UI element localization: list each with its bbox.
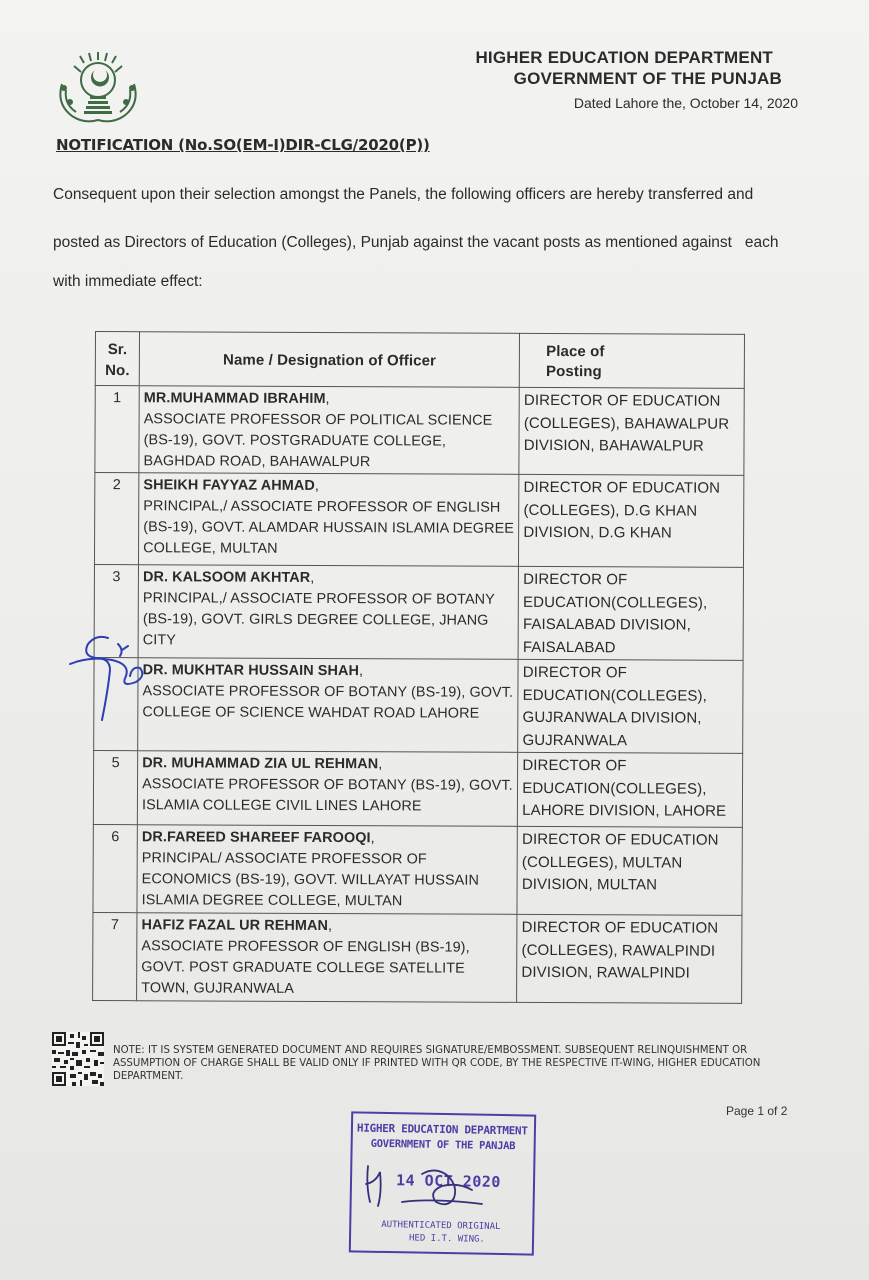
table-row <box>94 657 743 753</box>
sr-number: 2 <box>94 473 138 565</box>
sr-number: 7 <box>93 912 137 1000</box>
officer-designation: ASSOCIATE PROFESSOR OF BOTANY (BS-19), GOVT. COLLEGE OF SCIENCE WAHDAT ROAD LAHORE <box>142 683 514 722</box>
header-no-label: No. <box>105 361 130 379</box>
sr-number: 5 <box>93 750 137 824</box>
posting-place: DIRECTOR OF EDUCATION(COLLEGES), GUJRANWALA DIVISION, GUJRANWALA <box>518 659 743 753</box>
officer-cell <box>137 913 518 1003</box>
punjab-emblem-icon <box>50 44 146 126</box>
stamp-it-wing: HED I.T. WING. <box>408 1233 485 1245</box>
officer-designation: PRINCIPAL,/ ASSOCIATE PROFESSOR OF BOTANY (BS-19), GOVT. GIRLS DEGREE COLLEGE, JHANG CITY <box>142 590 495 649</box>
header-department: HIGHER EDUCATION DEPARTMENT <box>475 48 773 67</box>
header-date: Dated Lahore the, October 14, 2020 <box>573 95 798 111</box>
officer-name-suffix: , <box>378 756 383 773</box>
officer-cell <box>137 825 518 915</box>
sr-number: 6 <box>93 824 137 912</box>
officer-designation: PRINCIPAL/ ASSOCIATE PROFESSOR OF ECONOMICS (BS-19), GOVT. WILLAYAT HUSSAIN ISLAMIA DEGREE COLLEGE, MULTAN <box>141 850 480 910</box>
system-generated-note: NOTE: IT IS SYSTEM GENERATED DOCUMENT AND REQUIRES SIGNATURE/EMBOSSMENT. SUBSEQUENT RELINQUISHMENT OR ASSUMPTION OF CHARGE SHALL BE VALID ONLY IF PRINTED WITH QR CODE, BY THE RESPECTIVE IT-WING, HIGHER EDUCATION DEPARTMENT. <box>113 1045 761 1082</box>
officer-name: DR. KALSOOM AKHTAR <box>142 569 311 586</box>
header-name-designation: Name / Designation of Officer <box>139 332 519 388</box>
body-text-line-1: Consequent upon their selection amongst the Panels, the following officers are hereby transferred and <box>53 186 754 203</box>
officer-name-suffix: , <box>370 830 375 847</box>
officer-name: MR.MUHAMMAD IBRAHIM <box>143 390 326 408</box>
notification-number: NOTIFICATION (No.SO(EM-I)DIR-CLG/2020(P)) <box>56 136 430 154</box>
department-header <box>475 47 798 111</box>
stamp-government: GOVERNMENT OF THE PANJAB <box>370 1137 516 1153</box>
officer-name: SHEIKH FAYYAZ AHMAD <box>143 477 315 494</box>
officer-name: DR.FAREED SHAREEF FAROOQI <box>141 829 371 847</box>
officer-name-suffix: , <box>314 477 319 494</box>
officer-name: DR. MUHAMMAD ZIA UL REHMAN <box>142 755 379 773</box>
signature-scribble-icon <box>60 630 156 730</box>
officer-name: DR. MUKHTAR HUSSAIN SHAH <box>142 662 360 680</box>
posting-place: DIRECTOR OF EDUCATION(COLLEGES), FAISALABAD DIVISION, FAISALABAD <box>518 566 743 660</box>
body-text-line-2: posted as Directors of Education (Colleges), Punjab against the vacant posts as mentioned against each <box>53 234 779 251</box>
officer-cell <box>139 386 520 475</box>
body-text-line-3: with immediate effect: <box>53 273 203 290</box>
table-row <box>95 386 744 476</box>
officer-cell <box>138 658 519 753</box>
qr-code-icon <box>52 1032 104 1086</box>
table-row <box>93 750 742 827</box>
officer-designation: ASSOCIATE PROFESSOR OF ENGLISH (BS-19), GOVT. POST GRADUATE COLLEGE SATELLITE TOWN, GUJRANWALA <box>141 938 470 997</box>
officer-cell <box>138 565 519 660</box>
table-header-row <box>95 332 744 389</box>
officer-name-suffix: , <box>325 391 330 408</box>
posting-place: DIRECTOR OF EDUCATION (COLLEGES), RAWALPINDI DIVISION, RAWALPINDI <box>517 914 742 1003</box>
page-number: Page 1 of 2 <box>726 1104 788 1118</box>
officer-name: HAFIZ FAZAL UR REHMAN <box>141 917 329 935</box>
officer-name-suffix: , <box>358 663 364 680</box>
officer-designation: PRINCIPAL,/ ASSOCIATE PROFESSOR OF ENGLISH (BS-19), GOVT. ALAMDAR HUSSAIN ISLAMIA DEGREE COLLEGE, MULTAN <box>143 498 515 557</box>
officer-name-suffix: , <box>310 569 315 586</box>
table-row <box>93 912 742 1003</box>
officers-table <box>92 331 745 1004</box>
header-place-of-posting <box>520 333 745 388</box>
posting-place: DIRECTOR OF EDUCATION (COLLEGES), D.G KHAN DIVISION, D.G KHAN <box>519 474 744 567</box>
table-row <box>93 824 742 915</box>
stamp-date: 14 OCT 2020 <box>395 1171 502 1192</box>
posting-place: DIRECTOR OF EDUCATION (COLLEGES), MULTAN DIVISION, MULTAN <box>517 826 742 915</box>
table-row <box>94 473 743 568</box>
posting-place: DIRECTOR OF EDUCATION(COLLEGES), LAHORE DIVISION, LAHORE <box>518 752 743 827</box>
header-sr-no <box>95 332 139 386</box>
officer-designation: ASSOCIATE PROFESSOR OF POLITICAL SCIENCE (BS-19), GOVT. POSTGRADUATE COLLEGE, BAGHDAD ROAD, BAHAWALPUR <box>143 411 493 471</box>
table-row <box>94 564 743 660</box>
header-place-label: Place of <box>546 342 605 360</box>
officer-name-suffix: , <box>327 918 333 935</box>
officer-cell <box>139 473 520 567</box>
stamp-department: HIGHER EDUCATION DEPARTMENT <box>356 1121 528 1138</box>
sr-number: 3 <box>94 564 138 657</box>
officer-cell <box>137 751 517 827</box>
sr-number: 1 <box>95 386 139 473</box>
stamp-authenticated: AUTHENTICATED ORIGINAL <box>381 1219 501 1233</box>
header-government: GOVERNMENT OF THE PUNJAB <box>513 69 782 88</box>
officer-designation: ASSOCIATE PROFESSOR OF BOTANY (BS-19), GOVT. ISLAMIA COLLEGE CIVIL LINES LAHORE <box>141 776 513 815</box>
posting-place: DIRECTOR OF EDUCATION (COLLEGES), BAHAWALPUR DIVISION, BAHAWALPUR <box>519 387 744 475</box>
header-sr-label: Sr. <box>107 340 128 358</box>
header-posting-label: Posting <box>546 362 602 380</box>
stamp-signature-icon <box>362 1162 492 1224</box>
